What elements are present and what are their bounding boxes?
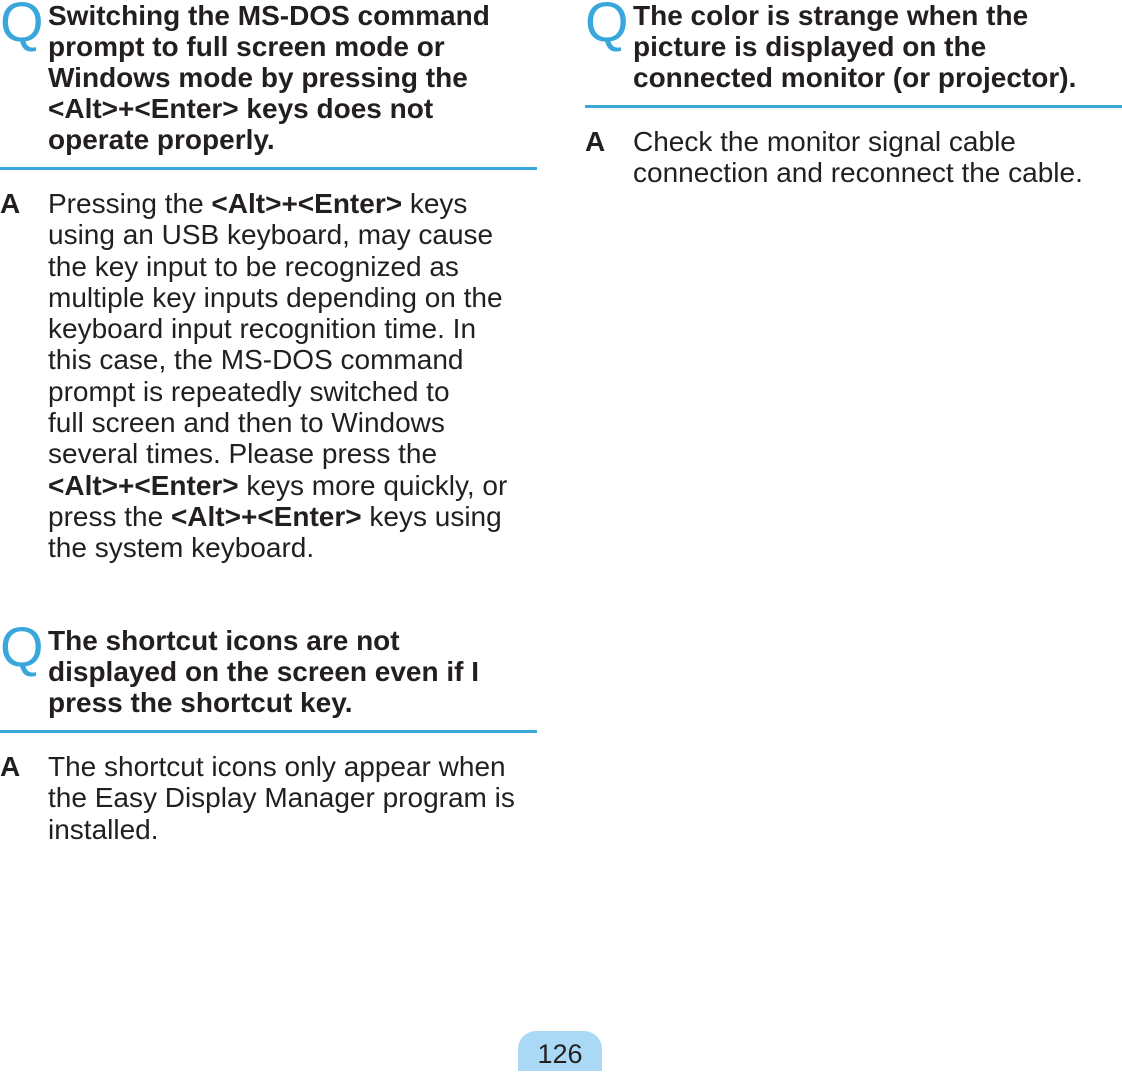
answer-line-text: press the [48,500,171,532]
qa-shortcut-icons [0,615,537,845]
answer-line [48,470,537,501]
answer-line-text: keys more quickly, or [238,469,508,501]
answer-line: using an USB keyboard, may cause [48,219,494,251]
answer-line: installed. [48,813,159,845]
answer-line: prompt is repeatedly switched to [48,375,450,407]
answer-block [0,188,537,564]
answer-line: keyboard input recognition time. In [48,313,477,345]
question-line: connected monitor (or projector). [633,62,1077,93]
key-combo: <Alt>+<Enter> [211,188,403,219]
key-combo: <Alt>+<Enter> [170,500,362,532]
question-text [48,625,537,718]
question-line: The shortcut icons are not [48,625,400,656]
answer-text [633,126,1122,189]
question-block [0,615,537,718]
question-divider [0,730,537,733]
question-line: operate properly. [48,124,275,155]
answer-line: Check the monitor signal cable [633,126,1016,157]
answer-line: The shortcut icons only appear when [48,751,506,782]
question-text [633,0,1122,93]
answer-marker: A [0,751,21,782]
question-line: Switching the MS-DOS command [48,0,490,31]
answer-text [48,751,537,845]
qa-msdos-fullscreen [0,0,537,564]
question-line: press the shortcut key. [48,687,353,718]
answer-block [585,126,1122,189]
question-block [0,0,537,155]
answer-line-text: keys using [361,500,502,532]
answer-text [48,188,537,564]
answer-line: connection and reconnect the cable. [633,157,1083,189]
answer-block [0,751,537,845]
question-line: Windows mode by pressing the [48,62,468,93]
question-marker: Q [0,615,44,678]
question-divider [0,167,537,170]
question-marker: Q [0,0,44,53]
answer-line: full screen and then to Windows [48,407,445,439]
question-line: The color is strange when the [633,0,1029,31]
question-divider [585,105,1122,108]
page-number-tab [518,1031,602,1071]
question-line: picture is displayed on the [633,31,987,62]
question-marker: Q [585,0,629,53]
answer-line: the Easy Display Manager program is [48,782,515,814]
question-line: prompt to full screen mode or [48,31,445,62]
key-combo: <Alt>+<Enter> [48,469,239,501]
answer-line: this case, the MS-DOS command [48,344,464,376]
question-line: <Alt>+<Enter> keys does not [48,93,434,124]
question-block [585,0,1122,93]
answer-line [48,188,537,219]
page-number: 126 [537,1039,583,1069]
answer-line: several times. Please press the [48,438,438,470]
answer-marker: A [0,188,21,219]
qa-monitor-color [585,0,1122,189]
answer-line-text: keys [402,188,468,219]
answer-line-text: Pressing the [48,188,212,219]
question-line: displayed on the screen even if I [48,656,480,687]
answer-marker: A [585,126,606,157]
answer-line [48,501,537,532]
answer-line: the system keyboard. [48,532,315,564]
answer-line: the key input to be recognized as [48,250,459,282]
question-text [48,0,537,155]
answer-line: multiple key inputs depending on the [48,281,503,313]
